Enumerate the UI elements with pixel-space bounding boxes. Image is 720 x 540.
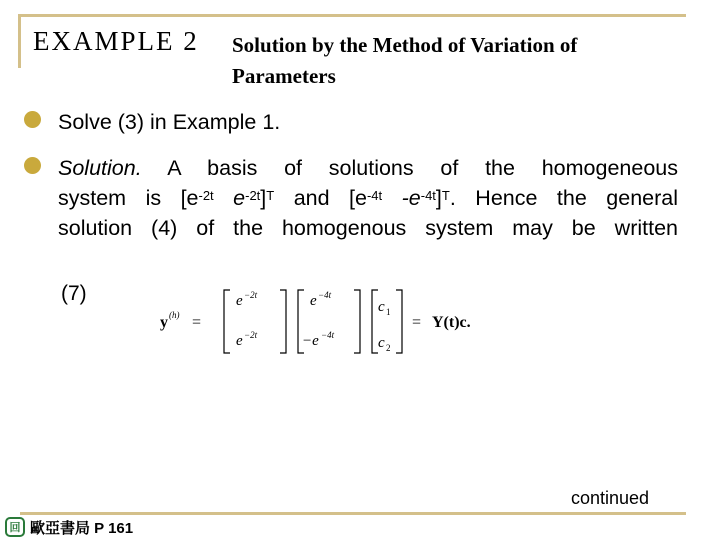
matrix-entry-21: e [236,333,243,349]
matrix-entry-12-sup: −4t [318,290,332,300]
matrix-entry-22-sup: −4t [321,330,335,340]
eq-equals-1: = [192,314,202,331]
publisher-page-ref: 歐亞書局 P 161 [30,519,134,537]
title-line-2: Parameters [232,64,336,88]
bullet-text-2 [58,153,678,243]
equation-7 [160,287,490,355]
vector-entry-c2-sub: 2 [386,343,391,353]
equation-number: (7) [61,282,87,305]
frame-left-rule [18,14,21,68]
solution-lead: Solution. [58,156,142,180]
matrix-entry-22: −e [302,333,319,349]
vector-entry-c1: c [378,299,385,315]
title-line-1: Solution by the Method of Variation of [232,33,578,57]
matrix-entry-21-sup: −2t [244,330,258,340]
continued-label: continued [571,488,650,508]
matrix-entry-12: e [310,293,317,309]
footer-publisher [5,515,133,539]
bullet-marker-2 [24,157,41,174]
publisher-logo-icon: 回 [5,517,25,537]
eq-lhs: y [160,314,168,331]
bullet-marker-1 [24,111,41,128]
eq-lhs-sup: (h) [169,310,180,320]
example-label: EXAMPLE 2 [33,26,199,56]
frame-top-rule [20,14,686,17]
bullet-text-1: Solve (3) in Example 1. [58,110,281,134]
solution-line-1: Solution. A basis of solutions of the homogeneous [58,156,678,180]
slide-title [232,30,682,92]
solution-line-2: system is [$e^{-2t}$ $e^{-2t}]^T$ and [$e^{-4t}$ $-e^{-4t}]^T$. Hence the general [58,186,678,210]
vector-entry-c1-sub: 1 [386,307,391,317]
eq-equals-2: = [412,314,422,331]
matrix-entry-11-sup: −2t [244,290,258,300]
solution-line-3: solution (4) of the homogenous system may be written [58,216,678,240]
eq-rhs: Y(t)c. [432,314,471,331]
matrix-entry-11: e [236,293,243,309]
vector-entry-c2: c [378,335,385,351]
